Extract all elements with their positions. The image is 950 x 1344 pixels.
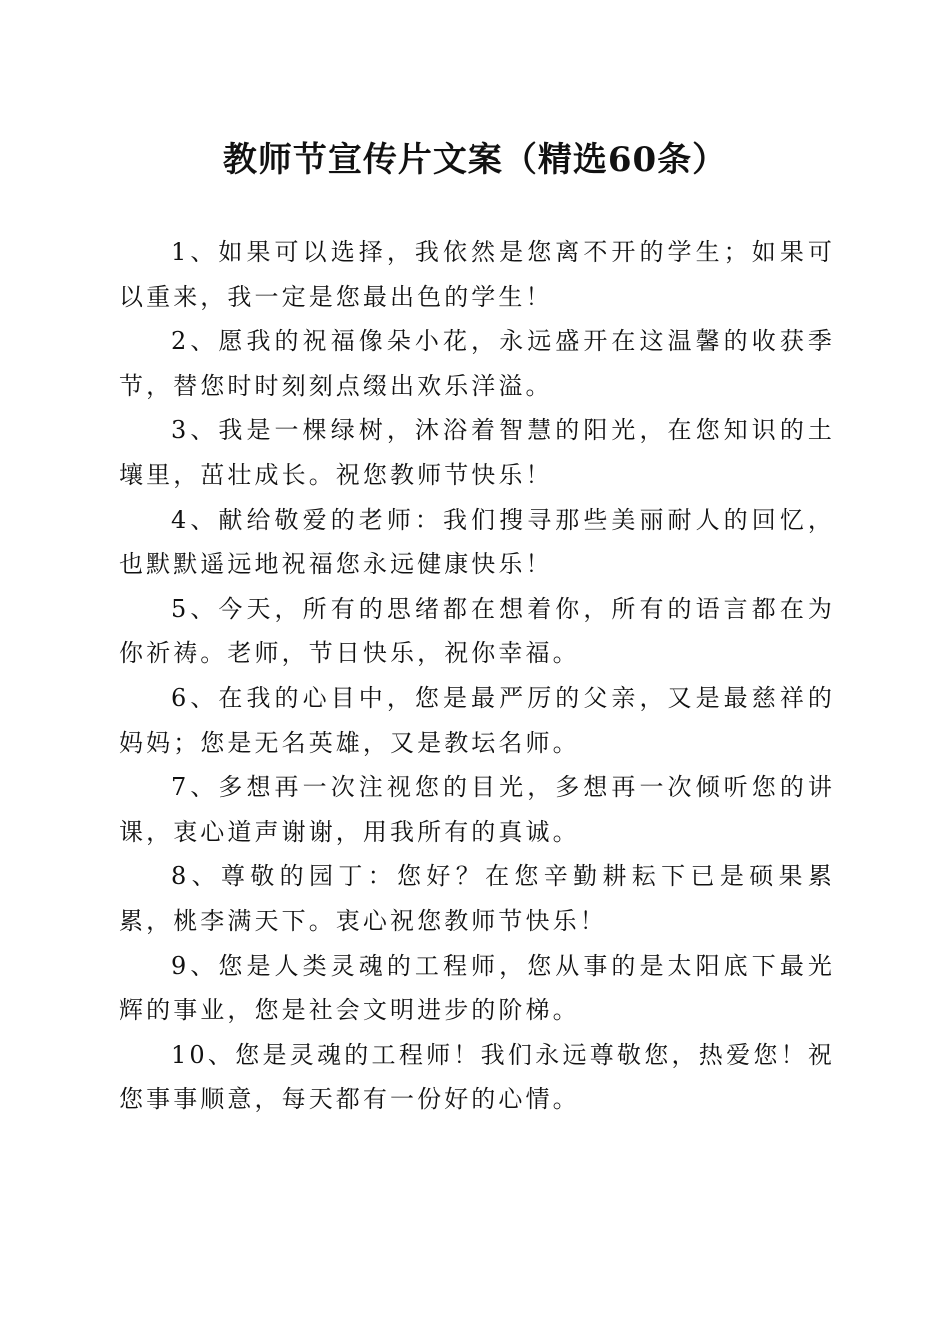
paragraph-5: 5、今天，所有的思绪都在想着你，所有的语言都在为你祈祷。老师，节日快乐，祝你幸福。 bbox=[119, 594, 835, 668]
paragraph-8: 8、尊敬的园丁：您好？在您辛勤耕耘下已是硕果累累，桃李满天下。衷心祝您教师节快乐！ bbox=[119, 862, 835, 935]
paragraph-9: 9、您是人类灵魂的工程师，您从事的是太阳底下最光辉的事业，您是社会文明进步的阶梯。 bbox=[119, 951, 835, 1025]
paragraph-10: 10、您是灵魂的工程师！我们永远尊敬您，热爱您！祝您事事顺意，每天都有一份好的心情。 bbox=[119, 1040, 835, 1114]
paragraph-3: 3、我是一棵绿树，沐浴着智慧的阳光，在您知识的土壤里，茁壮成长。祝您教师节快乐！ bbox=[119, 416, 835, 489]
paragraph-2: 2、愿我的祝福像朵小花，永远盛开在这温馨的收获季节，替您时时刻刻点缀出欢乐洋溢。 bbox=[119, 327, 835, 400]
document-body bbox=[119, 230, 835, 1122]
paragraph-1: 1、如果可以选择，我依然是您离不开的学生；如果可以重来，我一定是您最出色的学生！ bbox=[119, 238, 835, 311]
paragraph-7: 7、多想再一次注视您的目光，多想再一次倾听您的讲课，衷心道声谢谢，用我所有的真诚。 bbox=[119, 773, 835, 846]
paragraph-4: 4、献给敬爱的老师：我们搜寻那些美丽耐人的回忆，也默默遥远地祝福您永远健康快乐！ bbox=[119, 505, 835, 579]
paragraph-6: 6、在我的心目中，您是最严厉的父亲，又是最慈祥的妈妈；您是无名英雄，又是教坛名师。 bbox=[119, 683, 835, 757]
document-title: 教师节宣传片文案（精选60条） bbox=[222, 140, 728, 180]
